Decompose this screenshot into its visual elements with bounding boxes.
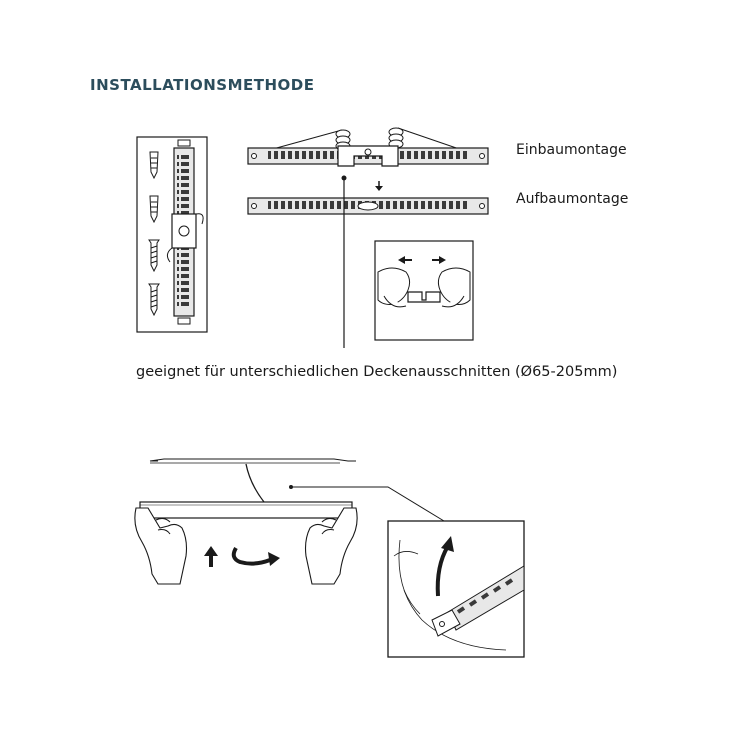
bracket-surface <box>248 198 488 214</box>
arrow-up-icon <box>204 546 218 567</box>
screw-icon <box>149 284 159 315</box>
bracket-recessed <box>248 128 488 166</box>
hand-right-icon <box>306 508 358 584</box>
wall-plug-icon <box>150 196 158 222</box>
ceiling-line <box>150 459 356 463</box>
clip-detail-panel <box>375 241 473 340</box>
recessed-mounting-label: Einbaumontage <box>516 142 627 158</box>
page-title: INSTALLATIONSMETHODE <box>90 76 315 94</box>
bracket-detail-panel <box>388 521 524 657</box>
hand-left-icon <box>135 508 187 584</box>
arrow-down-icon <box>375 181 383 191</box>
led-panel <box>140 502 352 518</box>
wall-plug-icon <box>150 152 158 178</box>
mounting-kit-panel <box>137 137 207 332</box>
screw-icon <box>149 240 159 271</box>
surface-mounting-label: Aufbaumontage <box>516 191 629 207</box>
power-cable <box>246 464 264 502</box>
spring-bracket-vertical <box>167 140 203 324</box>
rotate-arrow-icon <box>234 548 280 566</box>
cutout-caption: geeignet für unterschiedlichen Deckenausschnitten (Ø65-205mm) <box>136 364 618 380</box>
